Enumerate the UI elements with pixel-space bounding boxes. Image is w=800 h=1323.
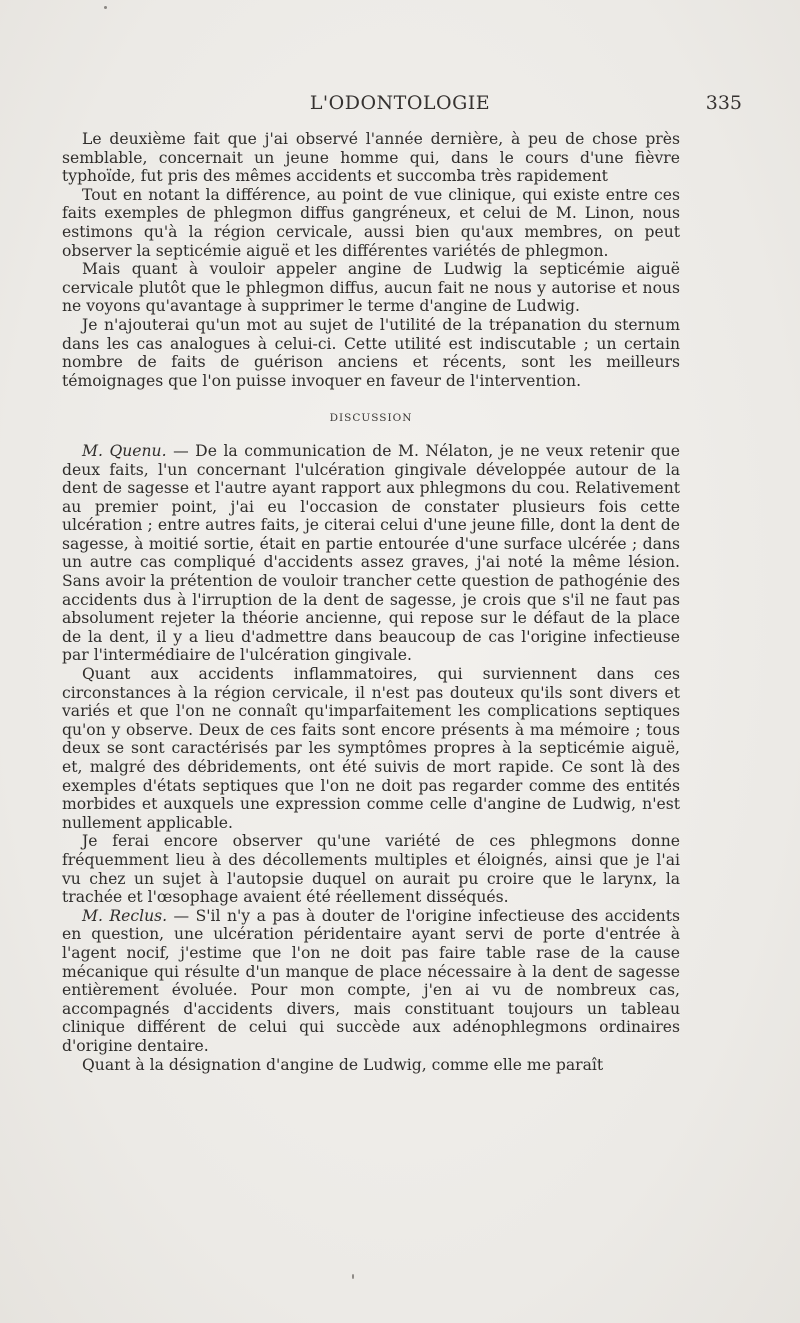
page-header — [58, 92, 742, 120]
body-text — [62, 130, 680, 1074]
paragraph: Quant à la désignation d'angine de Ludwig, comme elle me paraît — [82, 1055, 604, 1074]
section-heading: DISCUSSION — [329, 412, 413, 425]
speaker-name: M. Reclus. — [82, 906, 168, 925]
ink-speck — [352, 1274, 354, 1279]
speaker-name: M. Quenu. — [82, 441, 167, 460]
paragraph: Le deuxième fait que j'ai observé l'année dernière, à peu de chose près semblable, concernait un jeune homme qui, dans le cours d'une fièvre typhoïde, fut pris des mêmes accidents et succomba très rapidement — [62, 130, 680, 186]
paragraph — [62, 442, 680, 665]
paragraph — [62, 907, 680, 1056]
paragraph-text: — De la communication de M. Nélaton, je ne veux retenir que deux faits, l'un concernant l'ulcération gingivale développée autour de la dent de sagesse et l'autre ayant rapport aux phlegmons du cou. Relativement au premier point, j'ai eu l'occasion de constater plusieurs fois cette ulcération ; entre autres faits, je citerai celui d'une jeune fille, dont la dent de sagesse, à moitié sortie, était en partie entourée d'une surface ulcérée ; dans un autre cas compliqué d'accidents assez graves, j'ai noté la même lésion. Sans avoir la prétention de vouloir trancher cette question de pathogénie des accidents dus à l'irruption de la dent de sagesse, je crois que s'il ne faut pas absolument rejeter la théorie ancienne, qui repose sur le défaut de la place de la dent, il y a lieu d'admettre dans beaucoup de cas l'origine infectieuse par l'intermédiaire de l'ulcération gingivale. — [62, 441, 680, 665]
page-number: 335 — [705, 92, 742, 114]
paragraph-text: — S'il n'y a pas à douter de l'origine infectieuse des accidents en question, une ulcération péridentaire ayant servi de porte d'entrée à l'agent nocif, j'estime que l'on ne doit pas faire table rase de la cause mécanique qui résulte d'un manque de place nécessaire à la dent de sagesse entièrement évoluée. Pour mon compte, j'en ai vu de nombreux cas, accompagnés d'accidents divers, mais constituant toujours un tableau clinique différent de celui qui succède aux adénophlegmons ordinaires d'origine dentaire. — [62, 906, 680, 1055]
ink-speck — [104, 6, 107, 9]
paragraph: Quant aux accidents inflammatoires, qui surviennent dans ces circonstances à la région cervicale, il n'est pas douteux qu'ils sont divers et variés et que l'on ne connaît qu'imparfaitement les complications septiques qu'on y observe. Deux de ces faits sont encore présents à ma mémoire ; tous deux se sont caractérisés par les symptômes propres à la septicémie aiguë, et, malgré des débridements, ont été suivis de mort rapide. Ce sont là des exemples d'états septiques que l'on ne doit pas regarder comme des entités morbides et auxquels une expression comme celle d'angine de Ludwig, n'est nullement applicable. — [62, 665, 680, 832]
paragraph: Je n'ajouterai qu'un mot au sujet de l'utilité de la trépanation du sternum dans les cas analogues à celui-ci. Cette utilité est indiscutable ; un certain nombre de faits de guérison anciens et récents, sont les meilleurs témoignages que l'on puisse invoquer en faveur de l'intervention. — [62, 315, 680, 390]
paragraph: Je ferai encore observer qu'une variété de ces phlegmons donne fréquemment lieu à des décollements multiples et éloignés, ainsi que je l'ai vu chez un sujet à l'autopsie duquel on aurait pu croire que le larynx, la trachée et l'œsophage avaient été réellement disséqués. — [62, 832, 680, 907]
running-title: L'ODONTOLOGIE — [309, 92, 491, 114]
paragraph: Mais quant à vouloir appeler angine de Ludwig la septicémie aiguë cervicale plutôt que le phlegmon diffus, aucun fait ne nous y autorise et nous ne voyons qu'avantage à supprimer le terme d'angine de Ludwig. — [62, 260, 680, 316]
paragraph: Tout en notant la différence, au point de vue clinique, qui existe entre ces faits exemples de phlegmon diffus gangréneux, et celui de M. Linon, nous estimons qu'à la région cervicale, aussi bien qu'aux membres, on peut observer la septicémie aiguë et les différentes variétés de phlegmon. — [62, 185, 680, 260]
